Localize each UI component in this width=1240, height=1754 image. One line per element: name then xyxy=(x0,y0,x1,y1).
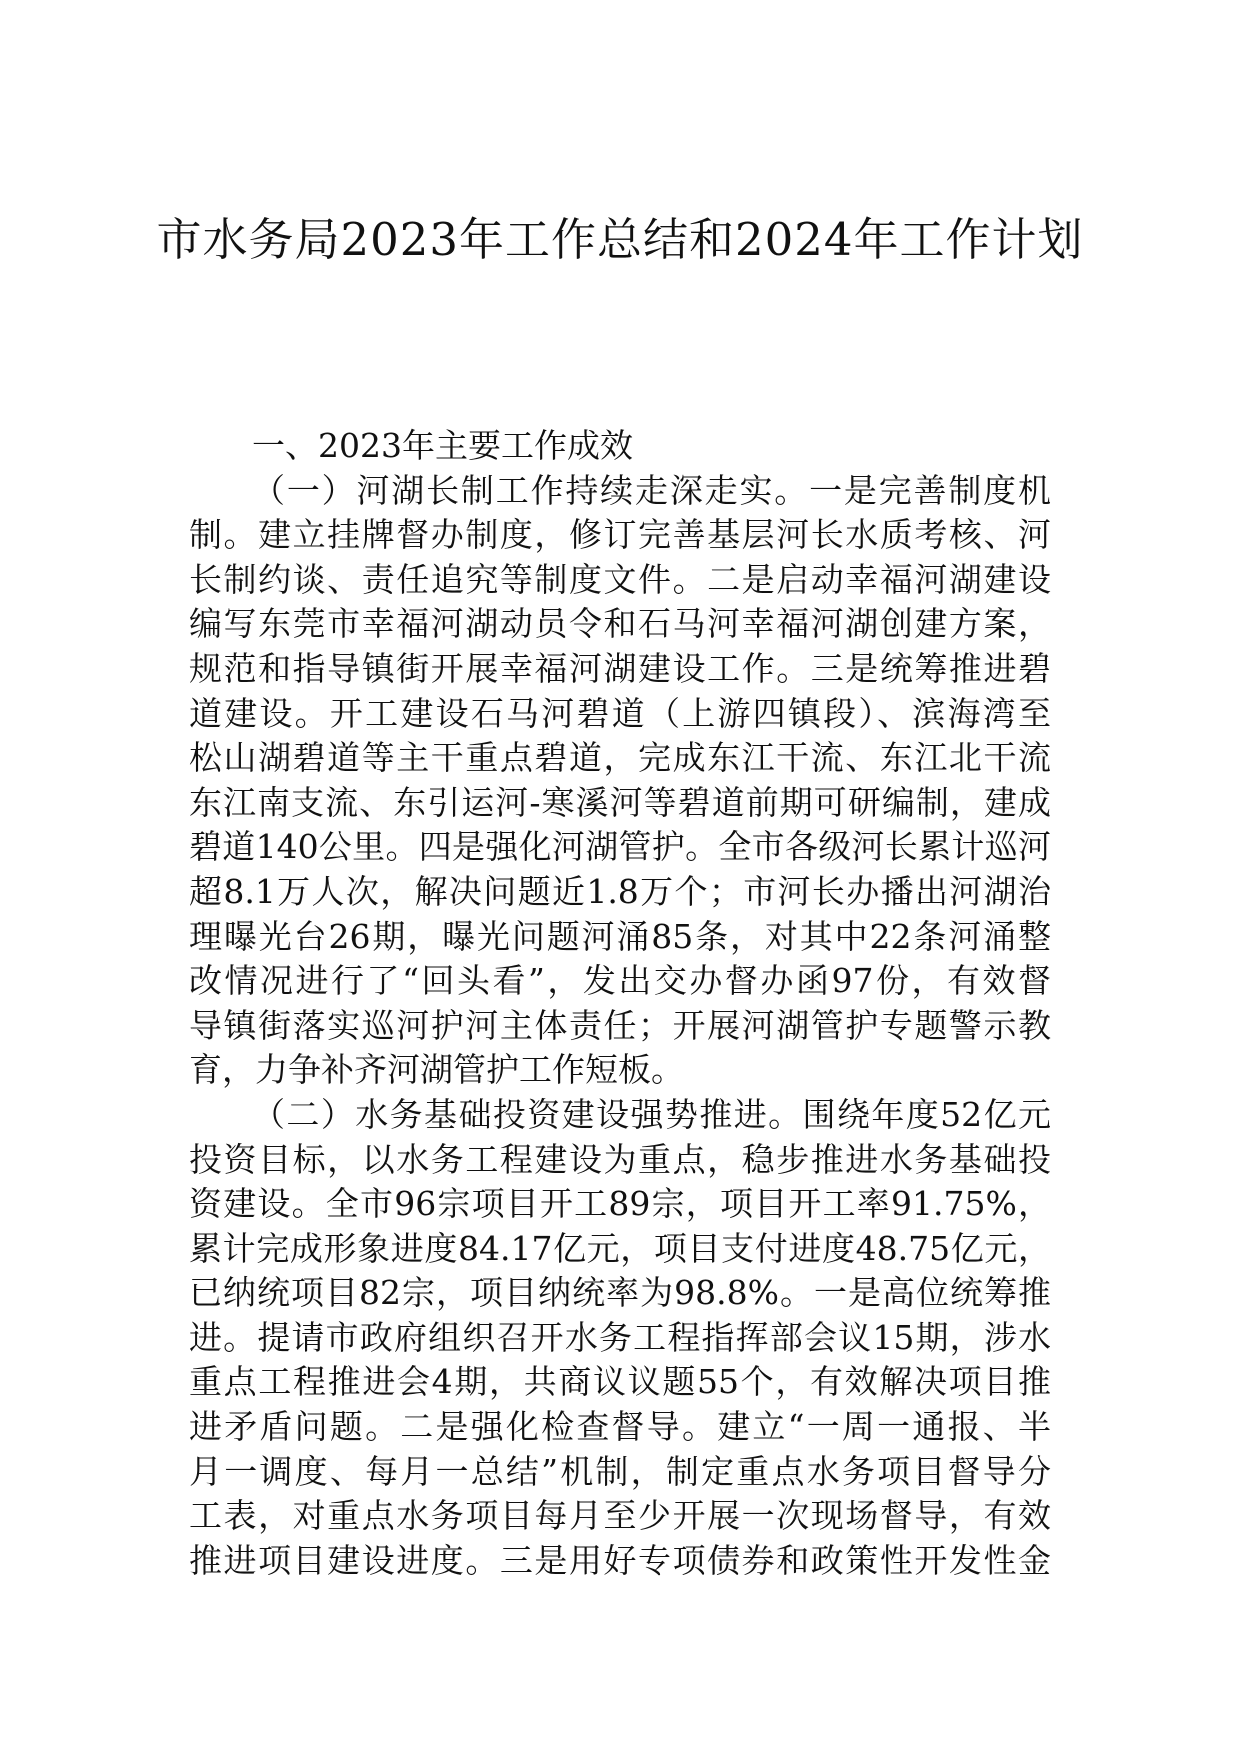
text-line xyxy=(0,602,1240,647)
text-line-content: 道建设。开工建设石马河碧道（上游四镇段）、滨海湾至 xyxy=(189,693,1051,733)
text-line-content: 一、2023年主要工作成效 xyxy=(252,426,633,465)
text-line xyxy=(0,736,1240,781)
text-line xyxy=(0,1271,1240,1316)
text-line xyxy=(0,1182,1240,1227)
document-title: 市水务局2023年工作总结和2024年工作计划 xyxy=(156,213,1084,266)
text-line-content: 进矛盾问题。二是强化检查督导。建立“一周一通报、半 xyxy=(189,1407,1051,1447)
text-line xyxy=(0,1494,1240,1539)
text-line xyxy=(0,558,1240,603)
text-line-content: 投资目标，以水务工程建设为重点，稳步推进水务基础投 xyxy=(189,1139,1051,1179)
text-line xyxy=(0,1004,1240,1049)
text-line-content: 资建设。全市96宗项目开工89宗，项目开工率91.75%， xyxy=(189,1184,1051,1224)
text-line-content: 理曝光台26期，曝光问题河涌85条，对其中22条河涌整 xyxy=(189,916,1051,956)
text-line xyxy=(0,513,1240,558)
text-line-content: 累计完成形象进度84.17亿元，项目支付进度48.75亿元， xyxy=(189,1228,1051,1268)
text-line-content: 进。提请市政府组织召开水务工程指挥部会议15期，涉水 xyxy=(189,1317,1051,1357)
text-line-content: 碧道140公里。四是强化河湖管护。全市各级河长累计巡河 xyxy=(189,827,1051,867)
text-line xyxy=(0,825,1240,870)
text-line-content: 制。建立挂牌督办制度，修订完善基层河长水质考核、河 xyxy=(189,515,1051,555)
text-line xyxy=(0,1539,1240,1584)
text-line-content: 东江南支流、东引运河-寒溪河等碧道前期可研编制，建成 xyxy=(189,782,1051,822)
text-line xyxy=(0,1048,1240,1093)
document-body xyxy=(0,424,1240,1583)
text-line-content: （二）水务基础投资建设强势推进。围绕年度52亿元 xyxy=(252,1094,1051,1134)
text-line xyxy=(0,1405,1240,1450)
text-line-content: （一）河湖长制工作持续走深走实。一是完善制度机 xyxy=(252,470,1051,510)
text-line xyxy=(0,469,1240,514)
text-line-content: 改情况进行了“回头看”，发出交办督办函97份，有效督 xyxy=(189,961,1051,1001)
text-line xyxy=(0,1316,1240,1361)
text-line-content: 编写东莞市幸福河湖动员令和石马河幸福河湖创建方案， xyxy=(189,604,1051,644)
text-line-content: 长制约谈、责任追究等制度文件。二是启动幸福河湖建设 xyxy=(189,559,1051,599)
text-line-content: 推进项目建设进度。三是用好专项债券和政策性开发性金 xyxy=(189,1540,1051,1580)
text-line-content: 导镇街落实巡河护河主体责任；开展河湖管护专题警示教 xyxy=(189,1005,1051,1045)
text-line xyxy=(0,915,1240,960)
text-line-content: 工表，对重点水务项目每月至少开展一次现场督导，有效 xyxy=(189,1496,1051,1536)
text-line xyxy=(0,1227,1240,1272)
text-line-content: 育，力争补齐河湖管护工作短板。 xyxy=(189,1050,684,1090)
text-line-content: 已纳统项目82宗，项目纳统率为98.8%。一是高位统筹推 xyxy=(189,1273,1051,1313)
text-line xyxy=(0,781,1240,826)
text-line-content: 规范和指导镇街开展幸福河湖建设工作。三是统筹推进碧 xyxy=(189,648,1051,688)
text-line-content: 月一调度、每月一总结”机制，制定重点水务项目督导分 xyxy=(189,1451,1051,1491)
text-line xyxy=(0,959,1240,1004)
text-line-content: 松山湖碧道等主干重点碧道，完成东江干流、东江北干流 xyxy=(189,738,1051,778)
text-line-content: 超8.1万人次，解决问题近1.8万个；市河长办播出河湖治 xyxy=(189,871,1051,911)
text-line-content: 重点工程推进会4期，共商议议题55个，有效解决项目推 xyxy=(189,1362,1051,1402)
text-line xyxy=(0,692,1240,737)
text-line xyxy=(0,424,1240,469)
text-line xyxy=(0,1450,1240,1495)
text-line xyxy=(0,1360,1240,1405)
text-line xyxy=(0,870,1240,915)
text-line xyxy=(0,1093,1240,1138)
text-line xyxy=(0,647,1240,692)
text-line xyxy=(0,1138,1240,1183)
